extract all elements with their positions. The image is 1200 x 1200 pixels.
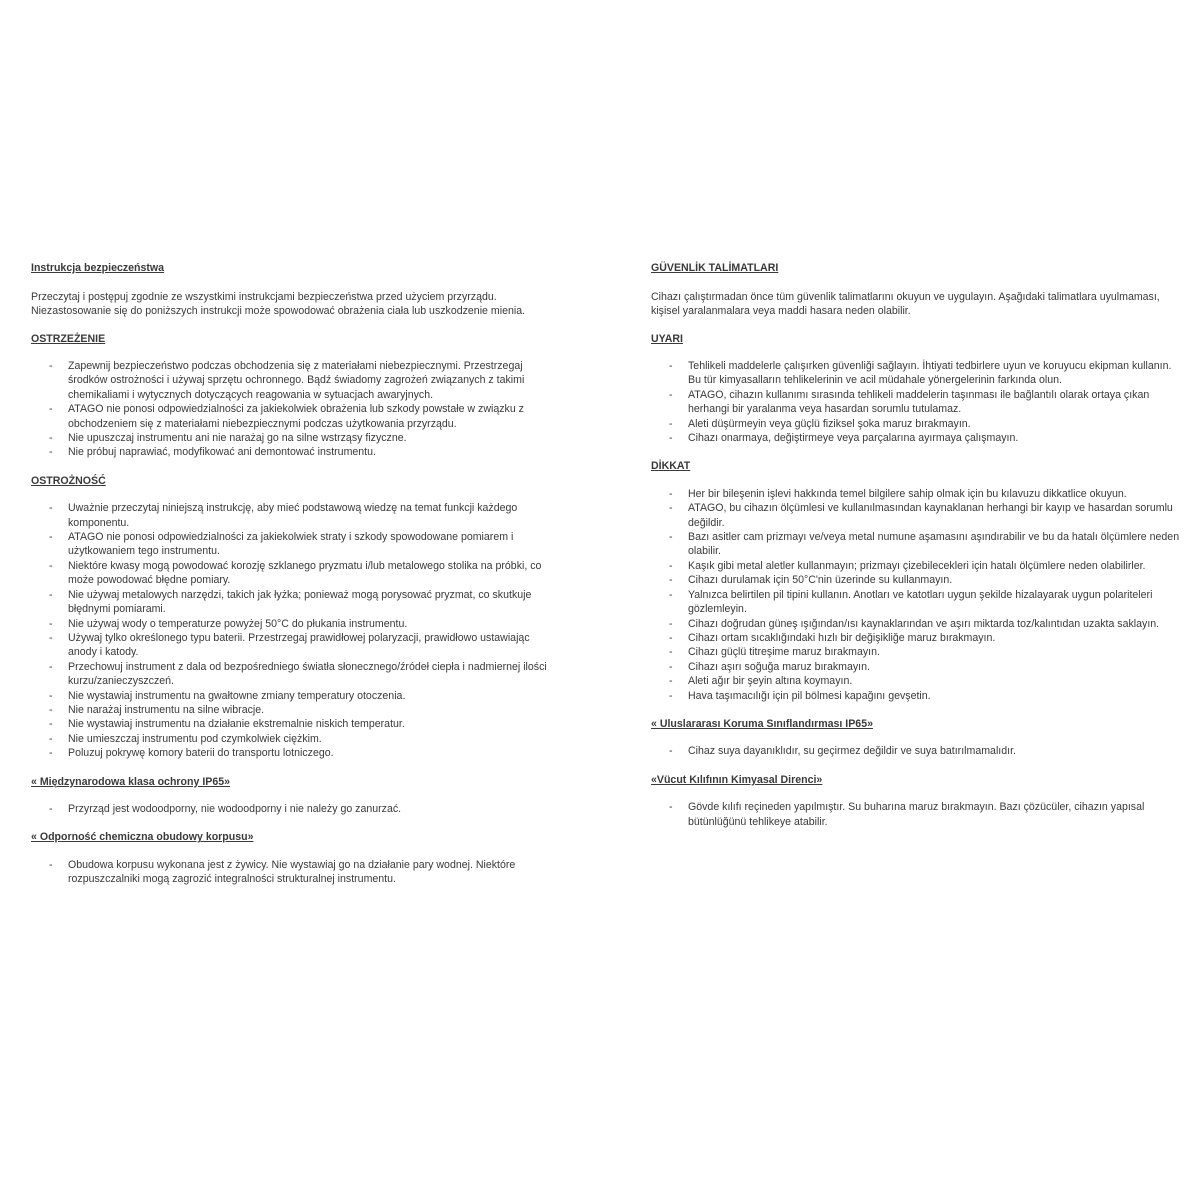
list-item: - Cihazı aşırı soğuğa maruz bırakmayın. — [651, 660, 1181, 674]
polish-column — [31, 261, 561, 901]
list-item: - Cihaz suya dayanıklıdır, su geçirmez değildir ve suya batırılmamalıdır. — [651, 744, 1181, 758]
polish-warning-list — [31, 359, 561, 460]
list-item: - Cihazı ortam sıcaklığındaki hızlı bir değişikliğe maruz bırakmayın. — [651, 631, 1181, 645]
list-item: - Używaj tylko określonego typu baterii. Przestrzegaj prawidłowej polaryzacji, prawidłowo ustawiając anody i katody. — [31, 631, 561, 660]
list-item: - Hava taşımacılığı için pil bölmesi kapağını gevşetin. — [651, 689, 1181, 703]
list-item: - Nie umieszczaj instrumentu pod czymkolwiek ciężkim. — [31, 732, 561, 746]
list-item: - Nie narażaj instrumentu na silne wibracje. — [31, 703, 561, 717]
list-item: - Nie upuszczaj instrumentu ani nie narażaj go na silne wstrząsy fizyczne. — [31, 431, 561, 445]
list-item: - Poluzuj pokrywę komory baterii do transportu lotniczego. — [31, 746, 561, 760]
list-item: - ATAGO nie ponosi odpowiedzialności za jakiekolwiek straty i szkody spowodowane pomiarem i użytkowaniem tego instrumentu. — [31, 530, 561, 559]
polish-ip65-list — [31, 802, 561, 816]
list-item: - Cihazı doğrudan güneş ışığından/ısı kaynaklarından ve aşırı miktarda toz/kalıntıdan uzakta saklayın. — [651, 617, 1181, 631]
list-item: - Cihazı güçlü titreşime maruz bırakmayın. — [651, 645, 1181, 659]
list-item: - Aleti düşürmeyin veya güçlü fiziksel şoka maruz bırakmayın. — [651, 417, 1181, 431]
list-item: - Nie używaj metalowych narzędzi, takich jak łyżka; ponieważ mogą porysować pryzmat, co skutkuje błędnymi pomiarami. — [31, 588, 561, 617]
turkish-chemical-list — [651, 800, 1181, 829]
list-item: - ATAGO nie ponosi odpowiedzialności za jakiekolwiek obrażenia lub szkody powstałe w związku z obchodzeniem się z materiałami niebezpiecznymi podczas użytkowania przyrządu. — [31, 402, 561, 431]
list-item: - Obudowa korpusu wykonana jest z żywicy. Nie wystawiaj go na działanie pary wodnej. Niektóre rozpuszczalniki mogą zagrozić integralności strukturalnej instrumentu. — [31, 858, 561, 887]
list-item: - Nie używaj wody o temperaturze powyżej 50°C do płukania instrumentu. — [31, 617, 561, 631]
polish-intro: Przeczytaj i postępuj zgodnie ze wszystkimi instrukcjami bezpieczeństwa przed użyciem przyrządu. Niezastosowanie się do poniższych instrukcji może spowodować obrażenia ciała lub uszkodzenie mienia. — [31, 290, 526, 318]
list-item: - Bazı asitler cam prizmayı ve/veya metal numune aşamasını aşındırabilir ve bu da hatalı ölçümlere neden olabilir. — [651, 530, 1181, 559]
list-item: - Kaşık gibi metal aletler kullanmayın; prizmayı çizebilecekleri için hatalı ölçümlere neden olabilirler. — [651, 559, 1181, 573]
list-item: - Uważnie przeczytaj niniejszą instrukcję, aby mieć podstawową wiedzę na temat funkcji każdego komponentu. — [31, 501, 561, 530]
list-item: - Zapewnij bezpieczeństwo podczas obchodzenia się z materiałami niebezpiecznymi. Przestrzegaj środków ostrożności i używaj sprzętu ochronnego. Bądź świadomy zagrożeń związanych z takimi chemikaliami i wytycznych dotyczących reagowania w sytuacjach awaryjnych. — [31, 359, 561, 402]
polish-chemical-heading: « Odporność chemiczna obudowy korpusu» — [31, 831, 254, 844]
list-item: - Aleti ağır bir şeyin altına koymayın. — [651, 674, 1181, 688]
list-item: - Tehlikeli maddelerle çalışırken güvenliği sağlayın. İhtiyati tedbirlere uyun ve koruyucu ekipman kullanın. Bu tür kimyasalların tehlikelerinin ve acil müdahale yönergelerinin farkında olun. — [651, 359, 1181, 388]
list-item: - Nie wystawiaj instrumentu na działanie ekstremalnie niskich temperatur. — [31, 717, 561, 731]
list-item: - Przyrząd jest wodoodporny, nie wodoodporny i nie należy go zanurzać. — [31, 802, 561, 816]
list-item: - Cihazı onarmaya, değiştirmeye veya parçalarına ayırmaya çalışmayın. — [651, 431, 1181, 445]
list-item: - Przechowuj instrument z dala od bezpośredniego światła słonecznego/źródeł ciepła i nadmiernej ilości kurzu/zanieczyszczeń. — [31, 660, 561, 689]
list-item: - Cihazı durulamak için 50°C'nin üzerinde su kullanmayın. — [651, 573, 1181, 587]
polish-caution-heading: OSTROŻNOŚĆ — [31, 474, 106, 487]
list-item: - ATAGO, cihazın kullanımı sırasında tehlikeli maddelerin taşınması ile bağlantılı olarak ortaya çıkan herhangi bir yaralanma veya hasardan sorumlu tutulamaz. — [651, 388, 1181, 417]
turkish-caution-list — [651, 487, 1181, 703]
list-item: - Yalnızca belirtilen pil tipini kullanın. Anotları ve katotları uygun şekilde hizalayarak uygun polariteleri gözlemleyin. — [651, 588, 1181, 617]
turkish-chemical-heading: «Vücut Kılıfının Kimyasal Direnci» — [651, 773, 823, 786]
list-item: - Her bir bileşenin işlevi hakkında temel bilgilere sahip olmak için bu kılavuzu dikkatlice okuyun. — [651, 487, 1181, 501]
turkish-column — [651, 261, 1181, 843]
list-item: - Nie próbuj naprawiać, modyfikować ani demontować instrumentu. — [31, 445, 561, 459]
polish-caution-list — [31, 501, 561, 760]
list-item: - Gövde kılıfı reçineden yapılmıştır. Su buharına maruz bırakmayın. Bazı çözücüler, cihazın yapısal bütünlüğünü tehlikeye atabilir. — [651, 800, 1181, 829]
turkish-ip65-list — [651, 744, 1181, 758]
polish-ip65-heading: « Międzynarodowa klasa ochrony IP65» — [31, 775, 231, 788]
turkish-warning-list — [651, 359, 1181, 445]
turkish-ip65-heading: « Uluslararası Koruma Sınıflandırması IP65» — [651, 717, 873, 730]
turkish-intro: Cihazı çalıştırmadan önce tüm güvenlik talimatlarını okuyun ve uygulayın. Aşağıdaki talimatlara uyulmaması, kişisel yaralanmalara veya maddi hasara neden olabilir. — [651, 290, 1160, 318]
polish-warning-heading: OSTRZEŻENIE — [31, 332, 106, 345]
list-item: - ATAGO, bu cihazın ölçümlesi ve kullanılmasından kaynaklanan herhangi bir kayıp ve hasardan sorumlu değildir. — [651, 501, 1181, 530]
polish-chemical-list — [31, 858, 561, 887]
turkish-warning-heading: UYARI — [651, 332, 683, 345]
list-item: - Nie wystawiaj instrumentu na gwałtowne zmiany temperatury otoczenia. — [31, 689, 561, 703]
polish-title: Instrukcja bezpieczeństwa — [31, 262, 165, 274]
turkish-title: GÜVENLİK TALİMATLARI — [651, 262, 779, 274]
list-item: - Niektóre kwasy mogą powodować korozję szklanego pryzmatu i/lub metalowego stolika na próbki, co może powodować błędne pomiary. — [31, 559, 561, 588]
turkish-caution-heading: DİKKAT — [651, 460, 691, 473]
